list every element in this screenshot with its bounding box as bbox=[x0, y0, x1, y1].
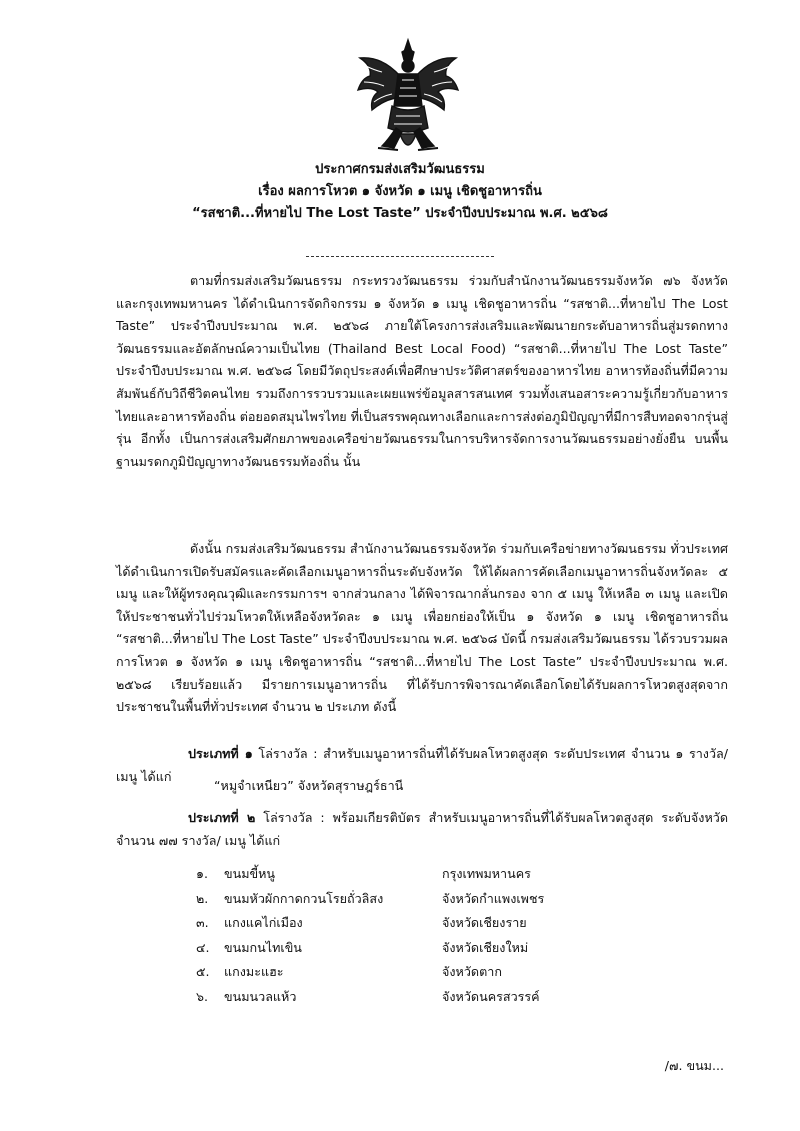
category-2 bbox=[116, 806, 728, 852]
list-item bbox=[196, 985, 616, 1010]
list-item bbox=[196, 960, 616, 985]
paragraph-result bbox=[116, 538, 728, 719]
item-number: ๖. bbox=[196, 988, 208, 1004]
list-item bbox=[196, 911, 616, 936]
category-1-text: โล่รางวัล : สำหรับเมนูอาหารถิ่นที่ได้รับผลโหวตสูงสุด ระดับประเทศ จำนวน ๑ รางวัล/ เมนู ได้แก่ bbox=[116, 746, 728, 784]
winners-list bbox=[196, 862, 616, 1009]
menu-name: ขนมกนไทเขิน bbox=[224, 939, 302, 955]
list-item bbox=[196, 887, 616, 912]
garuda-emblem-icon bbox=[352, 36, 464, 162]
paragraph-text: ตามที่กรมส่งเสริมวัฒนธรรม กระทรวงวัฒนธรรม ร่วมกับสำนักงานวัฒนธรรมจังหวัด ๗๖ จังหวัด และกรุงเทพมหานคร ได้ดำเนินการจัดกิจกรรม ๑ จังหวัด ๑ เมนู เชิดชูอาหารถิ่น “รสชาติ...ที่หายไป The Lost Taste” ประจำปีงบประมาณ พ.ศ. ๒๕๖๘ ภายใต้โครงการส่งเสริมและพัฒนายกระดับอาหารถิ่นสู่มรดกทางวัฒนธรรมและอัตลักษณ์ความเป็นไทย (Thailand Best Local Food) “รสชาติ...ที่หายไป The Lost Taste” ประจำปีงบประมาณ พ.ศ. ๒๕๖๘ โดยมีวัตถุประสงค์เพื่อศึกษาประวัติศาสตร์ของอาหารไทย อาหารท้องถิ่นที่มีความสัมพันธ์กับวิถีชีวิตคนไทย รวมถึงการรวบรวมและเผยแพร่ข้อมูลสารสนเทศ รวมทั้งเสนอสาระความรู้เกี่ยวกับอาหารไทยและอาหารท้องถิ่น ต่อยอดสมุนไพรไทย ที่เป็นสรรพคุณทางเลือกและการส่งต่อภูมิปัญญาที่มีการสืบทอดจากรุ่นสู่รุ่น อีกทั้ง เป็นการส่งเสริมศักยภาพของเครือข่ายวัฒนธรรมในการบริหารจัดการงานวัฒนธรรมอย่างยั่งยืน บนพื้นฐานมรดกภูมิปัญญาทางวัฒนธรรมท้องถิ่น นั้น bbox=[116, 273, 728, 469]
paragraph-background bbox=[116, 270, 728, 473]
category-2-text: โล่รางวัล : พร้อมเกียรติบัตร สำหรับเมนูอาหารถิ่นที่ได้รับผลโหวตสูงสุด ระดับจังหวัด จำนวน ๗๗ รางวัล/ เมนู ได้แก่ bbox=[116, 810, 729, 848]
category-1 bbox=[116, 742, 728, 788]
menu-name: แกงแคไก่เมือง bbox=[224, 915, 303, 930]
province-name: จังหวัดกำแพงเพชร bbox=[442, 890, 545, 906]
list-item bbox=[196, 936, 616, 961]
item-number: ๑. bbox=[196, 866, 208, 881]
announcement-subject-continued: “รสชาติ...ที่หายไป The Lost Taste” ประจำปีงบประมาณ พ.ศ. ๒๕๖๘ bbox=[192, 206, 608, 221]
menu-name: ขนมขี้หนู bbox=[224, 866, 276, 881]
item-number: ๒. bbox=[196, 890, 209, 906]
province-name: กรุงเทพมหานคร bbox=[442, 866, 531, 881]
item-number: ๕. bbox=[196, 964, 210, 979]
list-item bbox=[196, 862, 616, 887]
province-name: จังหวัดนครสวรรค์ bbox=[442, 988, 540, 1004]
menu-name: แกงมะแฮะ bbox=[224, 964, 284, 979]
paragraph-text: ดังนั้น กรมส่งเสริมวัฒนธรรม สำนักงานวัฒนธรรมจังหวัด ร่วมกับเครือข่ายทางวัฒนธรรม ทั่วประเทศ ได้ดำเนินการเปิดรับสมัครและคัดเลือกเมนูอาหารถิ่นระดับจังหวัด ให้ได้ผลการคัดเลือกเมนูอาหารถิ่นจังหวัดละ ๕ เมนู และให้ผู้ทรงคุณวุฒิและกรรมการฯ จากส่วนกลาง ได้พิจารณากลั่นกรอง จาก ๕ เมนู ให้เหลือ ๓ เมนู และเปิดให้ประชาชนทั่วไปร่วมโหวตให้เหลือจังหวัดละ ๑ เมนู เพื่อยกย่องให้เป็น ๑ จังหวัด ๑ เมนู เชิดชูอาหารถิ่น “รสชาติ...ที่หายไป The Lost Taste” ประจำปีงบประมาณ พ.ศ. ๒๕๖๘ บัดนี้ กรมส่งเสริมวัฒนธรรม ได้รวบรวมผลการโหวต ๑ จังหวัด ๑ เมนู เชิดชูอาหารถิ่น “รสชาติ...ที่หายไป The Lost Taste” ประจำปีงบประมาณ พ.ศ. ๒๕๖๘ เรียบร้อยแล้ว มีรายการเมนูอาหารถิ่น ที่ได้รับการพิจารณาคัดเลือกโดยได้รับผลการโหวตสูงสุดจากประชาชนในพื้นที่ทั่วประเทศ จำนวน ๒ ประเภท ดังนี้ bbox=[116, 541, 728, 715]
page-continuation: /๗. ขนม... bbox=[664, 1058, 724, 1073]
category-2-label: ประเภทที่ ๒ bbox=[188, 810, 256, 825]
item-number: ๔. bbox=[196, 939, 210, 955]
announcement-subject: เรื่อง ผลการโหวต ๑ จังหวัด ๑ เมนู เชิดชูอาหารถิ่น bbox=[258, 184, 542, 199]
province-name: จังหวัดเชียงราย bbox=[442, 915, 527, 930]
province-name: จังหวัดตาก bbox=[442, 964, 502, 979]
province-name: จังหวัดเชียงใหม่ bbox=[442, 939, 529, 955]
item-number: ๓. bbox=[196, 915, 209, 930]
category-1-label: ประเภทที่ ๑ bbox=[188, 746, 253, 761]
separator-line bbox=[306, 256, 494, 257]
announcement-title: ประกาศกรมส่งเสริมวัฒนธรรม bbox=[315, 162, 485, 177]
menu-name: ขนมนวลแห้ว bbox=[224, 988, 297, 1004]
menu-name: ขนมหัวผักกาดกวนโรยถั่วลิสง bbox=[224, 890, 384, 906]
national-winner: “หมูจำเหนียว” จังหวัดสุราษฎร์ธานี bbox=[214, 778, 404, 793]
